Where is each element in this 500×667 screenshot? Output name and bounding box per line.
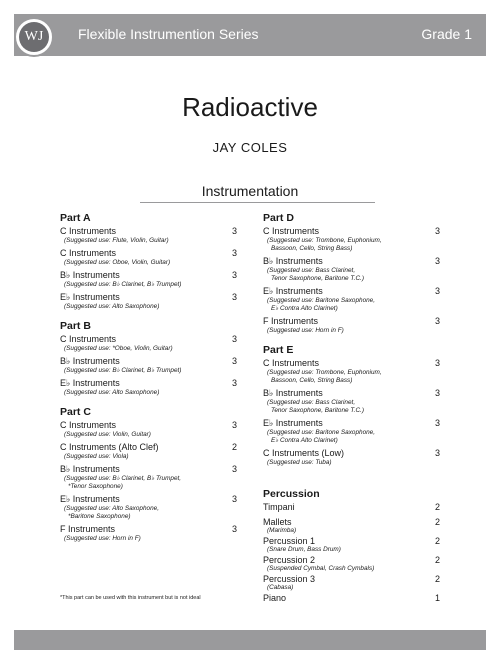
percussion-row: [263, 536, 440, 554]
instrument-name: C Instruments: [60, 248, 117, 258]
percussion-quantity: 2: [434, 517, 440, 527]
wj-logo-mark: WJ: [19, 22, 49, 52]
percussion-detail: (Marimba): [267, 527, 297, 534]
instrument-name: F Instruments: [60, 524, 116, 534]
piece-title: Radioactive: [182, 92, 318, 122]
instrumentation-heading: Instrumentation: [201, 183, 299, 199]
instrument-name: C Instruments (Low): [263, 448, 345, 458]
percussion-row: [263, 502, 440, 512]
percussion-quantity: 2: [434, 574, 440, 584]
part-title: Part E: [263, 344, 294, 356]
composer-name: JAY COLES: [212, 140, 288, 155]
suggested-use: (Suggested use: Alto Saxophone,: [64, 505, 159, 512]
instrument-quantity: 3: [231, 464, 237, 474]
part-title: Part A: [60, 212, 91, 224]
suggested-use-continued: *Baritone Saxophone): [68, 513, 131, 520]
instrument-row: [263, 286, 440, 313]
suggested-use: (Suggested use: B♭ Clarinet, B♭ Trumpet): [64, 367, 182, 374]
suggested-use: (Suggested use: Alto Saxophone): [64, 303, 160, 310]
suggested-use: (Suggested use: B♭ Clarinet, B♭ Trumpet): [64, 281, 182, 288]
suggested-use: (Suggested use: B♭ Clarinet, B♭ Trumpet,: [64, 475, 182, 482]
instrument-quantity: 3: [231, 524, 237, 534]
percussion-name: Percussion 1: [263, 536, 316, 546]
suggested-use-continued: *Tenor Saxophone): [68, 483, 123, 490]
instrument-name: E♭ Instruments: [60, 494, 120, 504]
instrument-row: [263, 226, 440, 253]
suggested-use: (Suggested use: Bass Clarinet,: [267, 267, 356, 274]
instrument-row: [263, 418, 440, 445]
instrument-quantity: 3: [434, 358, 440, 368]
instrument-quantity: 3: [434, 226, 440, 236]
instrument-row: [60, 464, 237, 491]
percussion-detail: (Cabasa): [267, 584, 294, 591]
percussion-quantity: 2: [434, 502, 440, 512]
suggested-use-continued: Bassoon, Cello, String Bass): [271, 245, 353, 252]
wj-logo: [14, 17, 54, 57]
instrument-name: C Instruments: [263, 226, 320, 236]
instrument-name: E♭ Instruments: [263, 286, 323, 296]
suggested-use-continued: Tenor Saxophone, Baritone T.C.): [271, 275, 364, 282]
footnote: *This part can be used with this instrument but is not ideal: [60, 595, 201, 601]
instrument-quantity: 3: [231, 420, 237, 430]
instrument-name: C Instruments: [60, 334, 117, 344]
part-group: [60, 320, 237, 397]
instrument-quantity: 3: [434, 256, 440, 266]
instrument-quantity: 3: [231, 356, 237, 366]
percussion-row: [263, 517, 440, 535]
instrument-row: [60, 248, 237, 267]
percussion-name: Timpani: [263, 502, 295, 512]
suggested-use: (Suggested use: Baritone Saxophone,: [267, 429, 376, 436]
percussion-name: Percussion 3: [263, 574, 316, 584]
instrument-name: E♭ Instruments: [60, 378, 120, 388]
instrument-name: E♭ Instruments: [263, 418, 323, 428]
percussion-quantity: 2: [434, 536, 440, 546]
instrument-name: C Instruments: [60, 226, 117, 236]
percussion-name: Mallets: [263, 517, 292, 527]
suggested-use: (Suggested use: Tuba): [267, 459, 332, 466]
instrument-row: [60, 420, 237, 439]
footer-bar: [14, 630, 486, 650]
percussion-row: [263, 574, 440, 592]
part-group: [263, 212, 440, 335]
instrument-row: [60, 292, 237, 311]
part-title: Part B: [60, 320, 91, 332]
part-group: [60, 406, 237, 543]
grade-label: Grade 1: [421, 26, 472, 42]
suggested-use: (Suggested use: Bass Clarinet,: [267, 399, 356, 406]
instrument-row: [263, 358, 440, 385]
instrument-quantity: 3: [231, 270, 237, 280]
instrument-row: [60, 494, 237, 521]
instrument-name: B♭ Instruments: [263, 388, 323, 398]
instrument-row: [60, 378, 237, 397]
instrument-row: [263, 316, 440, 335]
percussion-row: [263, 593, 440, 603]
right-column: [263, 212, 440, 470]
percussion-name: Percussion 2: [263, 555, 316, 565]
instrument-name: B♭ Instruments: [60, 270, 120, 280]
suggested-use: (Suggested use: Flute, Violin, Guitar): [64, 237, 169, 244]
instrument-quantity: 3: [434, 388, 440, 398]
instrument-name: B♭ Instruments: [263, 256, 323, 266]
instrument-name: C Instruments: [263, 358, 320, 368]
instrument-row: [263, 256, 440, 283]
suggested-use: (Suggested use: Trombone, Euphonium,: [267, 369, 382, 376]
instrument-name: B♭ Instruments: [60, 464, 120, 474]
instrument-quantity: 3: [231, 248, 237, 258]
instrument-row: [60, 226, 237, 245]
suggested-use: (Suggested use: Horn in F): [64, 535, 141, 542]
suggested-use: (Suggested use: Oboe, Violin, Guitar): [64, 259, 171, 266]
percussion-detail: (Suspended Cymbal, Crash Cymbals): [267, 565, 375, 572]
instrument-name: B♭ Instruments: [60, 356, 120, 366]
instrument-quantity: 3: [231, 334, 237, 344]
instrument-row: [263, 388, 440, 415]
part-group: [60, 212, 237, 311]
instrument-name: F Instruments: [263, 316, 319, 326]
series-title: Flexible Instrumention Series: [78, 26, 259, 42]
percussion-row: [263, 555, 440, 573]
instrument-name: C Instruments: [60, 420, 117, 430]
instrument-quantity: 3: [231, 378, 237, 388]
suggested-use: (Suggested use: *Oboe, Violin, Guitar): [64, 345, 173, 352]
suggested-use: (Suggested use: Viola): [64, 453, 129, 460]
percussion-list: [263, 502, 440, 603]
instrument-quantity: 3: [434, 316, 440, 326]
left-column: [60, 212, 237, 546]
percussion-detail: (Snare Drum, Bass Drum): [267, 546, 341, 553]
part-title: Part C: [60, 406, 91, 418]
instrument-quantity: 3: [434, 286, 440, 296]
part-title: Part D: [263, 212, 294, 224]
instrument-row: [60, 334, 237, 353]
instrument-name: E♭ Instruments: [60, 292, 120, 302]
part-group: [263, 344, 440, 467]
instrument-name: C Instruments (Alto Clef): [60, 442, 159, 452]
header-bar: [14, 14, 486, 56]
heading-divider: [140, 202, 375, 203]
instrument-quantity: 3: [231, 292, 237, 302]
instrument-quantity: 3: [231, 494, 237, 504]
suggested-use: (Suggested use: Violin, Guitar): [64, 431, 151, 438]
instrument-row: [60, 524, 237, 543]
instrument-row: [60, 442, 237, 461]
suggested-use-continued: Bassoon, Cello, String Bass): [271, 377, 353, 384]
instrument-quantity: 3: [434, 448, 440, 458]
instrument-quantity: 3: [231, 226, 237, 236]
instrument-quantity: 2: [231, 442, 237, 452]
percussion-name: Piano: [263, 593, 287, 603]
percussion-quantity: 1: [434, 593, 440, 603]
instrument-quantity: 3: [434, 418, 440, 428]
suggested-use: (Suggested use: Baritone Saxophone,: [267, 297, 376, 304]
instrument-row: [60, 356, 237, 375]
suggested-use: (Suggested use: Trombone, Euphonium,: [267, 237, 382, 244]
suggested-use-continued: Tenor Saxophone, Baritone T.C.): [271, 407, 364, 414]
percussion-quantity: 2: [434, 555, 440, 565]
percussion-section: [263, 488, 440, 608]
percussion-heading: Percussion: [263, 488, 320, 500]
suggested-use-continued: E♭ Contra Alto Clarinet): [271, 437, 338, 444]
instrument-row: [263, 448, 440, 467]
suggested-use: (Suggested use: Alto Saxophone): [64, 389, 160, 396]
suggested-use-continued: E♭ Contra Alto Clarinet): [271, 305, 338, 312]
suggested-use: (Suggested use: Horn in F): [267, 327, 344, 334]
instrument-row: [60, 270, 237, 289]
